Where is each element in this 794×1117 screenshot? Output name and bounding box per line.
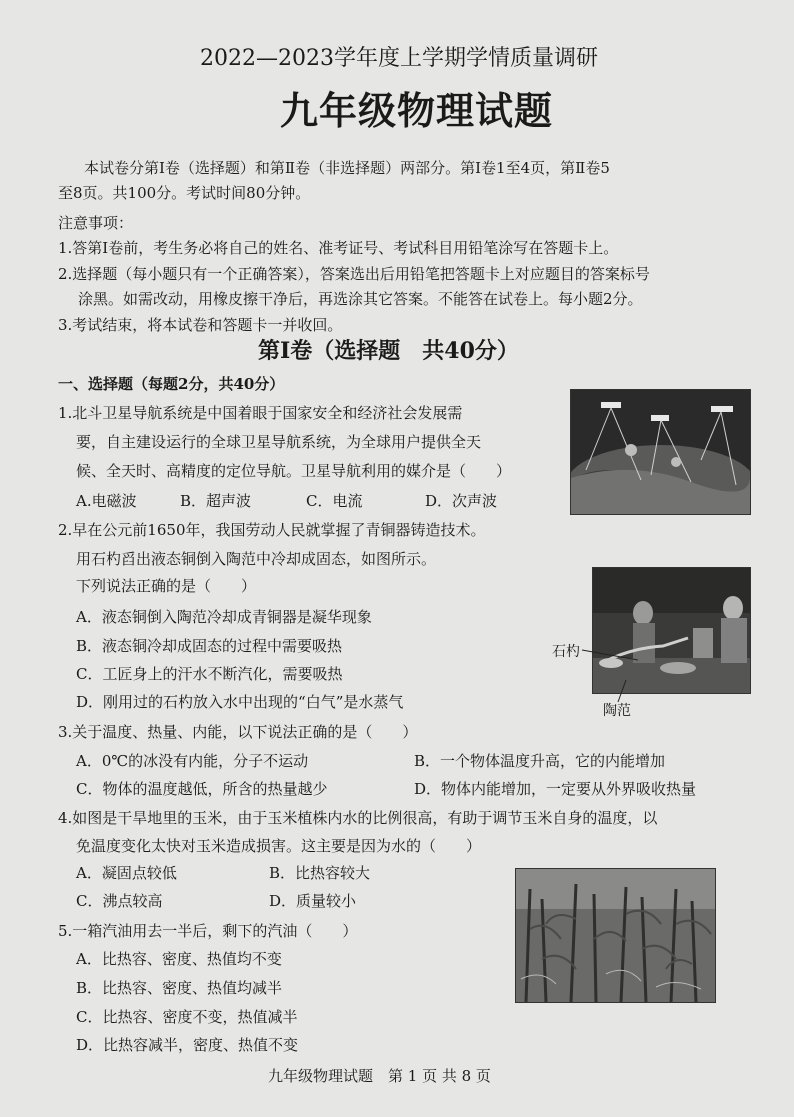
question-1-option-a: A.电磁波 [76, 492, 137, 510]
question-1-option-d: D．次声波 [425, 492, 498, 510]
question-3-option-a: A．0℃的冰没有内能，分子不运动 [76, 752, 309, 770]
part-heading: 一、选择题（每题2分，共40分） [58, 375, 285, 393]
question-5-option-a: A．比热容、密度、热值均不变 [76, 950, 282, 968]
bronze-casting-illustration [593, 568, 750, 693]
satellite-navigation-illustration [571, 390, 750, 514]
mold-label: 陶范 [603, 703, 631, 719]
section-title: 第Ⅰ卷（选择题 共40分） [258, 338, 519, 364]
question-2-line: 下列说法正确的是（ ） [76, 577, 257, 595]
question-4-option-c: C．沸点较高 [76, 892, 163, 910]
page-footer: 九年级物理试题 第 1 页 共 8 页 [268, 1067, 491, 1085]
question-2-line: 2.早在公元前1650年，我国劳动人民就掌握了青铜器铸造技术。 [58, 521, 486, 539]
page-title: 九年级物理试题 [280, 88, 554, 133]
question-2-option-d: D．刚用过的石杓放入水中出现的“白气”是水蒸气 [76, 693, 404, 711]
question-4-option-a: A．凝固点较低 [76, 864, 177, 882]
bronze-casting-photo [592, 567, 751, 694]
question-5-line: 5.一箱汽油用去一半后，剩下的汽油（ ） [58, 922, 358, 940]
corn-field-photo [515, 868, 716, 1003]
intro-line-2: 至8页。共100分。考试时间80分钟。 [58, 184, 311, 202]
question-2-option-b: B．液态铜冷却成固态的过程中需要吸热 [76, 637, 343, 655]
intro-line-1: 本试卷分第Ⅰ卷（选择题）和第Ⅱ卷（非选择题）两部分。第Ⅰ卷1至4页，第Ⅱ卷5 [84, 159, 610, 177]
question-1-line: 要，自主建设运行的全球卫星导航系统，为全球用户提供全天 [76, 433, 482, 451]
notes-heading: 注意事项： [58, 214, 134, 232]
satellite-navigation-photo [570, 389, 751, 515]
question-3-option-c: C．物体的温度越低，所含的热量越少 [76, 780, 328, 798]
question-3-option-b: B．一个物体温度升高，它的内能增加 [414, 752, 666, 770]
question-4-option-d: D．质量较小 [269, 892, 357, 910]
question-1-option-b: B．超声波 [180, 492, 252, 510]
note-item: 1.答第Ⅰ卷前，考生务必将自己的姓名、准考证号、考试科目用铅笔涂写在答题卡上。 [58, 239, 619, 257]
mold-callout-line [612, 678, 632, 708]
question-2-line: 用石杓舀出液态铜倒入陶范中冷却成固态，如图所示。 [76, 550, 437, 568]
question-2-option-c: C．工匠身上的汗水不断汽化，需要吸热 [76, 665, 343, 683]
note-item: 2.选择题（每小题只有一个正确答案），答案选出后用铅笔把答题卡上对应题目的答案标号 [58, 265, 650, 283]
ladle-callout-line [580, 644, 640, 664]
question-4-option-b: B．比热容较大 [269, 864, 371, 882]
question-2-option-a: A．液态铜倒入陶范冷却成青铜器是凝华现象 [76, 608, 372, 626]
question-5-option-b: B．比热容、密度、热值均减半 [76, 979, 283, 997]
school-year-title: 2022—2023学年度上学期学情质量调研 [200, 46, 598, 71]
corn-field-illustration [516, 869, 715, 1002]
question-5-option-c: C．比热容、密度不变，热值减半 [76, 1008, 298, 1026]
ladle-label: 石杓 [552, 644, 580, 660]
question-3-line: 3.关于温度、热量、内能，以下说法正确的是（ ） [58, 723, 418, 741]
question-3-option-d: D．物体内能增加，一定要从外界吸收热量 [414, 780, 697, 798]
question-4-line: 4.如图是干旱地里的玉米，由于玉米植株内水的比例很高，有助于调节玉米自身的温度，以 [58, 809, 658, 827]
question-1-line: 候、全天时、高精度的定位导航。卫星导航利用的媒介是（ ） [76, 462, 512, 480]
question-4-line: 免温度变化太快对玉米造成损害。这主要是因为水的（ ） [76, 837, 482, 855]
question-1-option-c: C．电流 [306, 492, 363, 510]
question-1-line: 1.北斗卫星导航系统是中国着眼于国家安全和经济社会发展需 [58, 404, 463, 422]
note-item: 3.考试结束，将本试卷和答题卡一并收回。 [58, 316, 343, 334]
note-item: 涂黑。如需改动，用橡皮擦干净后，再选涂其它答案。不能答在试卷上。每小题2分。 [78, 290, 643, 308]
question-5-option-d: D．比热容减半，密度、热值不变 [76, 1036, 299, 1054]
